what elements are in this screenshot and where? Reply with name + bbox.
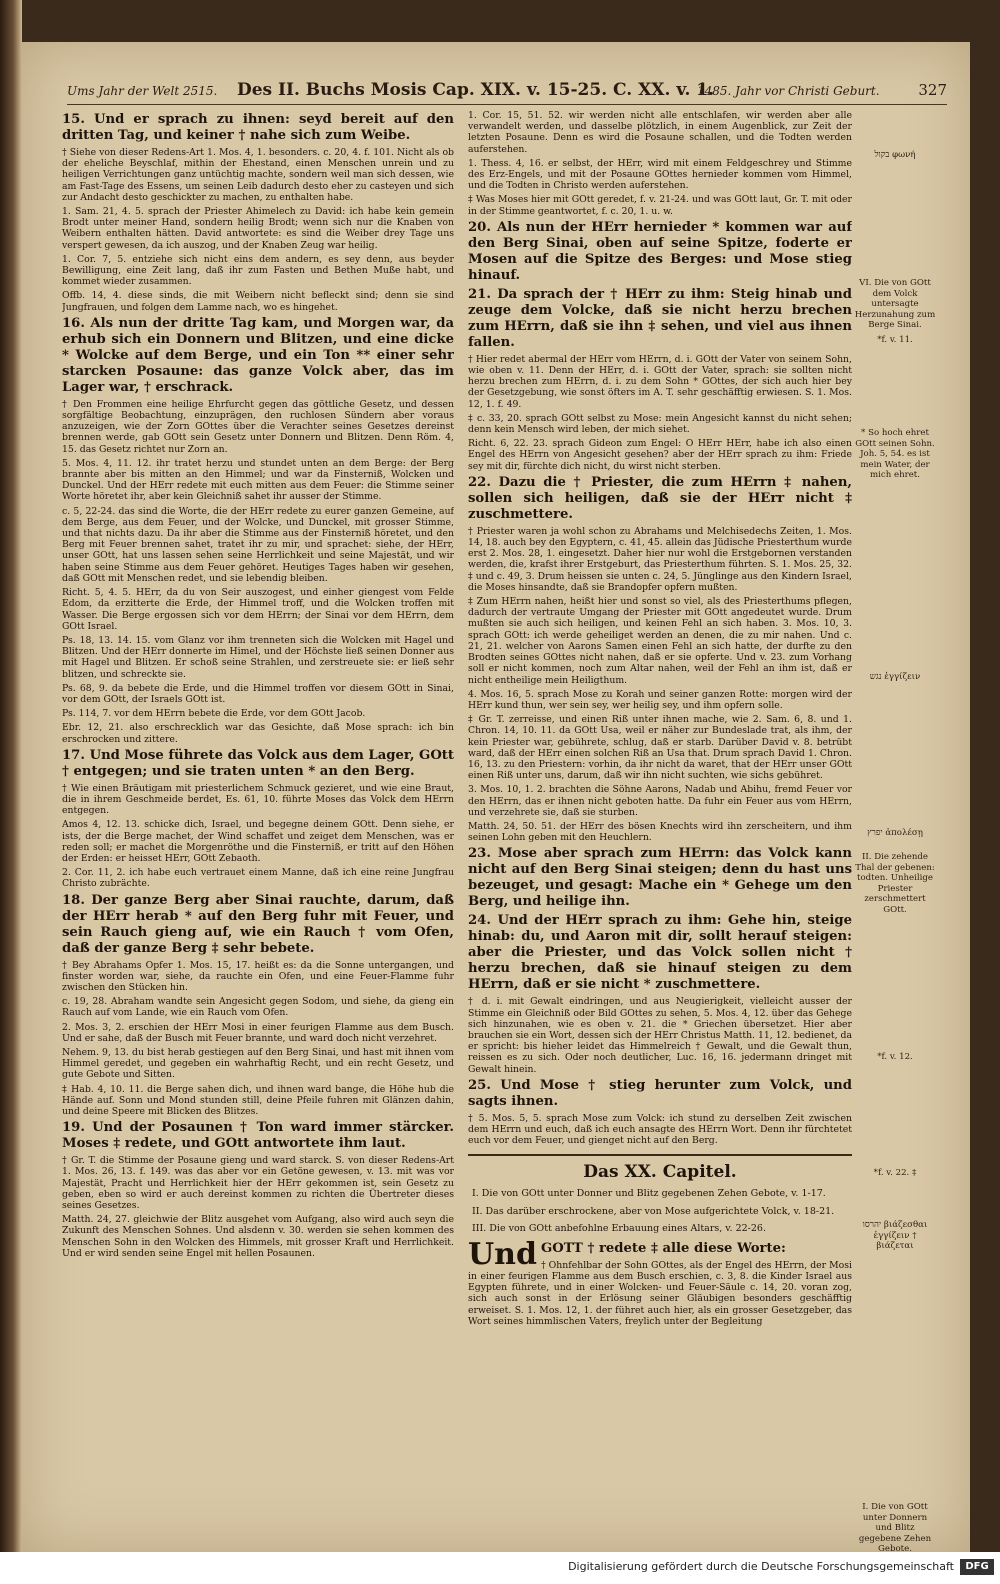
margin-note: * So hoch ehret GOtt seinen Sohn. Joh. 5, 54. es ist mein Water, der mich ehret.: [855, 428, 935, 480]
commentary-note: 3. Mos. 10, 1. 2. brachten die Söhne Aarons, Nadab und Abihu, fremd Feuer vor den HErrn, das er ihnen nicht geboten hatte. Da fuhr ein Feuer aus vom HErrn, und verzehrete sie, daß sie sturben.: [468, 784, 852, 818]
verse-text: 23. Mose aber sprach zum HErrn: das Volck kann nicht auf den Berg Sinai steigen; denn du hast uns bezeuget, und gesagt: Mache ein * Gehege um den Berg, und heilige ihn.: [468, 846, 852, 910]
chapter-summary-item: III. Die von GOtt anbefohlne Erbauung eines Altars, v. 22-26.: [472, 1223, 766, 1235]
chapter-summary-item: I. Die von GOtt unter Donner und Blitz gegebenen Zehen Gebote, v. 1-17.: [472, 1188, 826, 1200]
verse-text: 16. Als nun der dritte Tag kam, und Morgen war, da erhub sich ein Donnern und Blitzen, und eine dicke * Wolcke auf dem Berge, und ein Ton ** einer sehr starcken Posaune: das ganze Volck aber, das im Lager war, † erschrack.: [62, 315, 454, 395]
margin-note: I. Die von GOtt unter Donnern und Blitz gegebene Zehen Gebote.: [858, 1502, 932, 1552]
verse-text: 19. Und der Posaunen † Ton ward immer stärcker. Moses ‡ redete, und GOtt antwortete ihm laut.: [62, 1120, 454, 1152]
funding-note: Digitalisierung gefördert durch die Deutsche Forschungsgemeinschaft: [568, 1560, 954, 1573]
book-spine: [0, 0, 22, 1584]
chapter-summary-item: II. Das darüber erschrockene, aber von Mose aufgerichtete Volck, v. 18-21.: [472, 1205, 835, 1217]
dfg-logo: DFG: [960, 1559, 994, 1575]
verse-text: 21. Da sprach der † HErr zu ihm: Steig hinab und zeuge dem Volcke, daß sie nicht herzu brechen zum HErrn, daß sie ihn ‡ sehen, und viel aus ihnen fallen.: [468, 286, 852, 350]
commentary-note: 2. Mos. 3, 2. erschien der HErr Mosi in einer feurigen Flamme aus dem Busch. Und er sahe, daß der Busch mit Feuer brannte, und ward doch nicht verzehret.: [62, 1021, 454, 1044]
commentary-note: † Siehe von dieser Redens-Art 1. Mos. 4, 1. besonders. c. 20, 4. f. 101. Nicht als ob der eheliche Beyschlaf, mithin der Ehestand, einen Menschen unrein und zu heiligen Verrichtungen ganz untüchtig machte, sondern weil man sich dessen, wie am Fast-Tage des Essens, um seinen Leib dadurch desto eher zu casteyen und sich zur Andacht desto geschickter zu machen, zu enthalten habe.: [62, 147, 454, 203]
commentary-note: c. 19, 28. Abraham wandte sein Angesicht gegen Sodom, und siehe, da gieng ein Rauch auf vom Lande, wie ein Rauch vom Ofen.: [62, 996, 454, 1019]
commentary-note: † Den Frommen eine heilige Ehrfurcht gegen das göttliche Gesetz, und dessen sorgfältige Beobachtung, einzuprägen, den ruchlosen Sündern aber voraus anzuzeigen, wie der Zorn GOttes über die Verachter seines Gesetzes dereinst brennen werde, gab GOtt sein Gesetz unter Donnern und Blitzen. Denn Röm. 4, 15. das Gesetz richtet nur Zorn an.: [62, 398, 454, 455]
margin-note: בקול φωνή: [874, 150, 916, 160]
margin-note: יפרץ ἀπολέσῃ: [867, 828, 923, 838]
commentary-note: † Ohnfehlbar der Sohn GOttes, als der Engel des HErrn, der Mosi in einer feurigen Flamme aus dem Busch erschien, c. 3, 8. die Kinder Israel aus Egypten führete, und in einer Wolcken- und Feuer-Säule c. 14, 20. voran zog, sich auch sonst in der Erlösung seiner Gläubigen besonders geschäfftig erweiset. S. 1. Mos. 12, 1. der führet auch hier, als ein grosser Gesetzgeber, das Wort seines himmlischen Vaters, freylich unter der Begleitung: [468, 1259, 852, 1327]
commentary-note: Matth. 24, 50. 51. der HErr des bösen Knechts wird ihn zerscheitern, und ihm seinen Lohn geben mit den Heuchlern.: [468, 820, 852, 844]
header-year-world: Ums Jahr der Welt 2515.: [67, 84, 218, 98]
commentary-note: † Bey Abrahams Opfer 1. Mos. 15, 17. heißt es: da die Sonne untergangen, und finster worden war, siehe, da rauchte ein Ofen, und eine Feuer-Flamme fuhr zwischen den Stücken hin.: [62, 959, 454, 993]
commentary-note: 1. Sam. 21, 4. 5. sprach der Priester Ahimelech zu David: ich habe kein gemein Brodt unter meiner Hand, sondern heilig Brodt; wenn sich nur die Knaben von Weibern enthalten hätten. David antwortete: es sind die Weiber drey Tage uns verspert gewesen, da ich auszog, und der Knaben Zeug war heilig.: [62, 206, 454, 251]
commentary-note: † Gr. T. die Stimme der Posaune gieng und ward starck. S. von dieser Redens-Art 1. Mos. 26, 13. f. 149. was das aber vor ein Getöne gewesen, v. 13. mit was vor Majestät, Pracht und Herrlichkeit hier der HErr gekommen ist, sein Gesetz zu geben, eben so wird er auch dereinst kommen zu richten die Übertreter dieses seines Gesetzes.: [62, 1155, 454, 1212]
commentary-note: 5. Mos. 4, 11. 12. ihr tratet herzu und stundet unten an dem Berge: der Berg brannte aber bis mitten an den Himmel; und war da Finsterniß, Wolcken und Dunckel. Und der HErr redete mit euch mitten aus dem Feuer: die Stimme seiner Worte höretet ihr, aber kein Gleichniß sahet ihr ausser der Stimme.: [62, 457, 454, 503]
commentary-note: Richt. 5, 4. 5. HErr, da du von Seir auszogest, und einher giengest vom Felde Edom, da erzitterte die Erde, der Himmel troff, und die Wolcken troffen mit Wasser. Die Berge ergossen sich vor dem HErrn; der Sinai vor dem HErrn, dem GOtt Israel.: [62, 587, 454, 632]
commentary-note: 4. Mos. 16, 5. sprach Mose zu Korah und seiner ganzen Rotte: morgen wird der HErr kund thun, wer sein sey, wer heilig sey, und ihm opfern solle.: [468, 688, 852, 711]
margin-note: VI. Die von GOtt dem Volck untersagte Herzunahung zum Berge Sinai.: [854, 278, 936, 330]
commentary-note: ‡ c. 33, 20. sprach GOtt selbst zu Mose: mein Angesicht kannst du nicht sehen; denn kein Mensch wird leben, der mich siehet.: [468, 412, 852, 436]
commentary-note: 1. Cor. 15, 51. 52. wir werden nicht alle entschlafen, wir werden aber alle verwandelt werden, und dasselbe plötzlich, in einem Augenblick, zur Zeit der letzten Posaune. Denn es wird die Posaune schallen, und die Todten werden auferstehen.: [468, 110, 852, 155]
right-column: [468, 110, 852, 1530]
commentary-note: Matth. 24, 27. gleichwie der Blitz ausgehet vom Aufgang, also wird auch seyn die Zukunft des Menschen Sohnes. Und alsdenn v. 30. werden sie sehen kommen des Menschen Sohn in den Wolcken des Himmels, mit grosser Kraft und Herrlichkeit. Und er wird senden seine Engel mit hellen Posaunen.: [62, 1214, 454, 1259]
page-number: 327: [918, 81, 947, 99]
commentary-note: † Priester waren ja wohl schon zu Abrahams und Melchisedechs Zeiten, 1. Mos. 14, 18. auch bey den Egyptern, c. 41, 45. allein das Jüdische Priesterthum wurde erst 2. Mos. 28, 1. eingesetzt. Daher hier nur wohl die Erstgebornen verstanden werden, die, krafst ihrer Erstgeburt, das Priesterthum führten. S. 1. Mos. 25, 32. ‡ und c. 49, 3. Drum heissen sie unten c. 24, 5. Jünglinge aus den Kindern Israel, die Moses hinsandte, daß sie Brandopfer opfern mußten.: [468, 525, 852, 593]
margin-note: יהרסו βιάζεσθαι ἐγγίζειν † βιάζεται: [862, 1220, 928, 1251]
commentary-note: † d. i. mit Gewalt eindringen, und aus Neugierigkeit, vielleicht ausser der Stimme ein Gleichniß oder Bild GOttes zu sehen, 5. Mos. 4, 12. über das Gehege sich hinzunahen, wie es oben v. 21. die * Griechen übersetzet. Hier aber brauchen sie ein Wort, dessen sich der HErr Christus Matth. 11, 12. bedienet, da er spricht: bis hieher leidet das Himmelreich † Gewalt, und die Gewalt thun, reissen es zu sich. Oder noch deutlicher, Luc. 16, 16. jedermann dringet mit Gewalt hinein.: [468, 996, 852, 1075]
margin-note: *f. v. 11.: [877, 335, 913, 345]
verse-text: 18. Der ganze Berg aber Sinai rauchte, darum, daß der HErr herab * auf den Berg fuhr mit Feuer, und sein Rauch gieng auf, wie ein Rauch † vom Ofen, daß der ganze Berg ‡ sehr bebete.: [62, 892, 454, 956]
chapter-first-verse: [468, 1236, 852, 1272]
margin-notes: [854, 110, 936, 1552]
commentary-note: Offb. 14, 4. diese sinds, die mit Weibern nicht befleckt sind; denn sie sind Jungfrauen, und folgen dem Lamme nach, wo es hingehet.: [62, 290, 454, 313]
commentary-note: † 5. Mos. 5, 5. sprach Mose zum Volck: ich stund zu derselben Zeit zwischen dem HErrn und euch, daß ich euch ansagte des HErrn Wort. Denn ihr fürchtetet euch vor dem Feuer, und gienget nicht auf den Berg.: [468, 1112, 852, 1147]
left-column: [62, 110, 454, 1530]
commentary-note: Ps. 18, 13. 14. 15. vom Glanz vor ihm trenneten sich die Wolcken mit Hagel und Blitzen. Und der HErr donnerte im Himel, und der Höchste ließ seinen Donner aus mit Hagel und Blitzen. Er schoß seine Strahlen, und zerstreuete sie: er ließ sehr blitzen, und schreckte sie.: [62, 634, 454, 680]
verse-text: 22. Dazu die † Priester, die zum HErrn ‡ nahen, sollen sich heiligen, daß sie der HErr nicht ‡ zuschmettere.: [468, 474, 852, 522]
commentary-note: Ps. 68, 9. da bebete die Erde, und die Himmel troffen vor diesem GOtt in Sinai, vor dem GOtt, der Israels GOtt ist.: [62, 682, 454, 705]
chapter-heading: Das XX. Capitel.: [468, 1154, 852, 1182]
commentary-note: † Wie einen Bräutigam mit priesterlichem Schmuck gezieret, und wie eine Braut, die in ihrem Geschmeide berdet, Es. 61, 10. führte Moses das Volck dem HErrn entgegen.: [62, 782, 454, 817]
verse-text: 24. Und der HErr sprach zu ihm: Gehe hin, steige hinab: du, und Aaron mit dir, sollt herauf steigen: aber die Priester, und das Volck sollen nicht † herzu brechen, daß sie hinauf steigen zu dem HErrn, daß er sie nicht * zuschmettere.: [468, 913, 852, 993]
running-header: [67, 80, 947, 105]
commentary-note: 1. Thess. 4, 16. er selbst, der HErr, wird mit einem Feldgeschrey und Stimme des Erz-Engels, und mit der Posaune GOttes hernieder kommen vom Himmel, und die Todten in Christo werden auferstehen.: [468, 157, 852, 192]
commentary-note: Ps. 114, 7. vor dem HErrn bebete die Erde, vor dem GOtt Jacob.: [62, 708, 366, 720]
commentary-note: Richt. 6, 22. 23. sprach Gideon zum Engel: O HErr HErr, habe ich also einen Engel des HErrn von Angesicht gesehen? aber der HErr sprach zu ihm: Friede sey mit dir, fürchte dich nicht, du wirst nicht sterben.: [468, 438, 852, 472]
verse-text: 20. Als nun der HErr hernieder * kommen war auf den Berg Sinai, oben auf seine Spitze, foderte er Mosen auf die Spitze des Berges: und Mose stieg hinauf.: [468, 219, 852, 283]
commentary-note: ‡ Zum HErrn nahen, heißt hier und sonst so viel, als des Priesterthums pflegen, dadurch der vertraute Umgang der Priester mit GOtt angedeutet wurde. Drum mußten sie auch sich heiligen, und keinen Fehl an sich haben. 3. Mos. 10, 3. sprach GOtt: ich werde geheiliget werden an denen, die zu mir nahen. Und c. 21, 21. welcher von Aarons Samen einen Fehl an sich hatte, der durfte zu den Brodten seines GOttes nicht nahen, daß er sie opferte. Und v. 23. zum Vorhang soll er nicht kommen, noch zum Altar nahen, weil der Fehl an ihm ist, daß er nicht entheilige mein Heiligthum.: [468, 596, 852, 686]
commentary-note: Nehem. 9, 13. du bist herab gestiegen auf den Berg Sinai, und hast mit ihnen vom Himmel geredet, und gegeben ein wahrhaftig Recht, und ein recht Gesetz, und gute Gebote und Sitten.: [62, 1046, 454, 1081]
verse-text: 25. Und Mose † stieg herunter zum Volck, und sagts ihnen.: [468, 1077, 852, 1109]
margin-note: נגש ἐγγίζειν: [869, 672, 921, 682]
commentary-note: 2. Cor. 11, 2. ich habe euch vertrauet einem Manne, daß ich eine reine Jungfrau Christo zubrächte.: [62, 867, 454, 890]
commentary-note: † Hier redet abermal der HErr vom HErrn, d. i. GOtt der Vater von seinem Sohn, wie oben v. 11. Denn der HErr, d. i. GOtt der Vater, sprach: sie sollten nicht herzu brechen zum HErrn, d. i. zu dem Sohn * GOttes, der sich auch hier bey der Gesetzgebung, wie sonst öfters im A. T. sehr geschäfftig erwiesen. S. 1. Mos. 12, 1. f. 49.: [468, 353, 852, 410]
drop-initial: Und: [468, 1236, 537, 1272]
digitization-footer: [0, 1552, 1000, 1584]
margin-note: *f. v. 12.: [877, 1052, 913, 1062]
verse-text: 15. Und er sprach zu ihnen: seyd bereit auf den dritten Tag, und keiner † nahe sich zum Weibe.: [62, 112, 454, 143]
commentary-note: Ebr. 12, 21. also erschrecklich war das Gesichte, daß Mose sprach: ich bin erschrocken und zittere.: [62, 722, 454, 745]
header-book-chapter: Des II. Buchs Mosis Cap. XIX. v. 15-25. C. XX. v. 1.: [237, 80, 715, 100]
verse-text: 17. Und Mose führete das Volck aus dem Lager, GOtt † entgegen; und sie traten unten * an den Berg.: [62, 747, 454, 779]
commentary-note: c. 5, 22-24. das sind die Worte, die der HErr redete zu eurer ganzen Gemeine, auf dem Berge, aus dem Feuer, und der Wolcke, und Dunckel, mit grosser Stimme, und that nichts dazu. Da ihr aber die Stimme aus der Finsterniß höretet, und den Berg mit Feuer brennen sahet, tratet ihr zu mir, und sprachet: siehe, der HErr, unser GOtt, hat uns lassen sehen seine Herrlichkeit und seine Majestät, und wir haben seine Stimme aus dem Feuer gehöret. Heutiges Tages haben wir gesehen, daß GOtt mit Menschen redet, und sie lebendig bleiben.: [62, 505, 454, 584]
bible-page: [22, 42, 970, 1552]
header-year-christ: 1485. Jahr vor Christi Geburt.: [697, 84, 880, 98]
commentary-note: ‡ Hab. 4, 10. 11. die Berge sahen dich, und ihnen ward bange, die Höhe hub die Hände auf. Sonn und Mond stunden still, deine Pfeile fuhren mit Glänzen dahin, und deine Speere mit Blicken des Blitzes.: [62, 1083, 454, 1117]
verse-text: GOTT † redete ‡ alle diese Worte:: [540, 1240, 786, 1256]
margin-note: *f. v. 22. ‡: [873, 1168, 917, 1178]
commentary-note: 1. Cor. 7, 5. entziehe sich nicht eins dem andern, es sey denn, aus beyder Bewilligung, eine Zeit lang, daß ihr zum Fasten und Bethen Muße habt, und kommet wieder zusammen.: [62, 253, 454, 288]
commentary-note: Amos 4, 12. 13. schicke dich, Israel, und begegne deinem GOtt. Denn siehe, er ists, der die Berge machet, der Wind schaffet und zeiget dem Menschen, was er reden soll; er machet die Morgenröthe und die Finsterniß, er tritt auf den Höhen der Erden: er heisset HErr, GOtt Zebaoth.: [62, 819, 454, 864]
commentary-note: ‡ Was Moses hier mit GOtt geredet, f. v. 21-24. und was GOtt laut, Gr. T. mit oder in der Stimme geantwortet, f. c. 20, 1. u. w.: [468, 194, 852, 217]
commentary-note: ‡ Gr. T. zerreisse, und einen Riß unter ihnen mache, wie 2. Sam. 6, 8. und 1. Chron. 14, 10. 11. da GOtt Usa, weil er näher zur Bundeslade trat, als ihm, der kein Priester war, gebührete, schlug, daß er starb. Darüber David v. 8. betrübt ward, daß der HErr einen solchen Riß an Usa that. Drum sprach David 1. Chron. 16, 13. zu den Priestern: vorhin, da ihr nicht da waret, that der HErr unser GOtt einen Riß unter uns, darum, daß wir ihn nicht suchten, wie sichs gebühret.: [468, 714, 852, 782]
margin-note: II. Die zehende Thal der gebenen: todten. Unheilige Priester zerschmettert GOtt.: [855, 852, 935, 915]
